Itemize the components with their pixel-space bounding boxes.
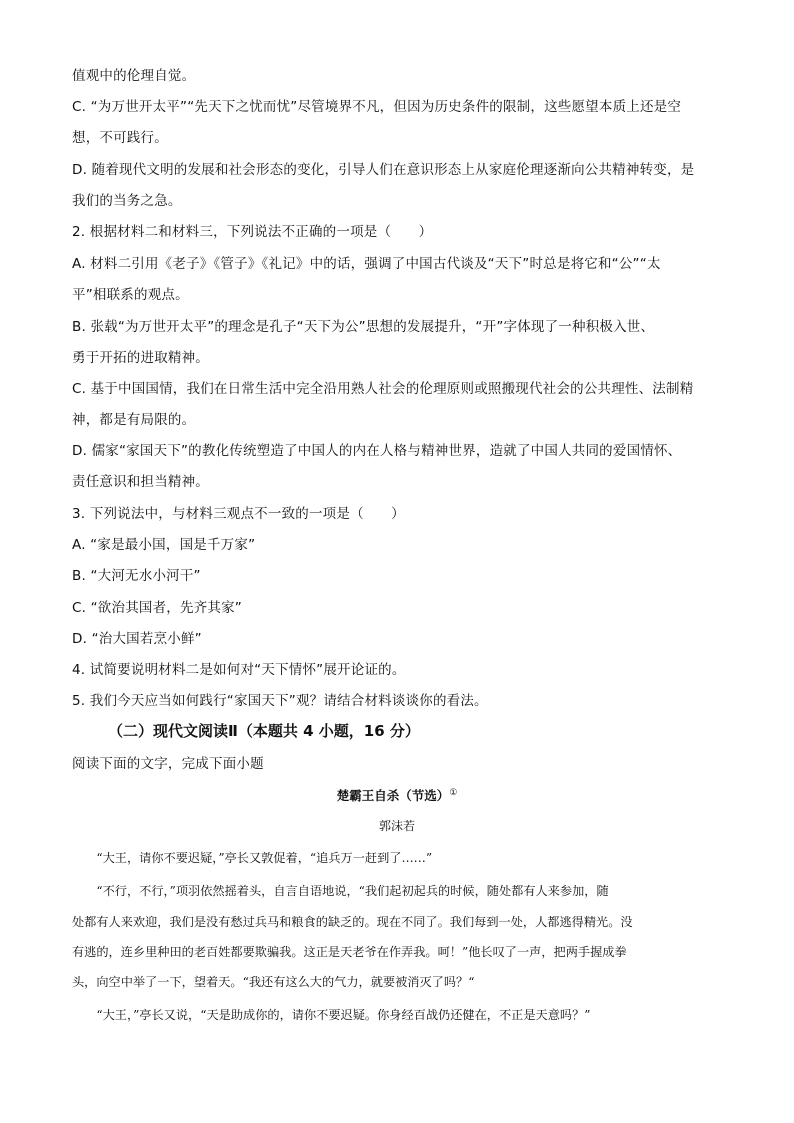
option-b-line: B. 张载“为万世开太平”的理念是孔子“天下为公”思想的发展提升，“开”字体现了一种积极入世、: [72, 319, 655, 335]
passage-title-text: 楚霸王自杀（节选）: [336, 788, 450, 803]
passage-line: “大王，”亭长又说，“天是助成你的，请你不要迟疑。你身经百战仍还健在，不正是天意吗？”: [72, 1008, 591, 1022]
option-d-line: D. 儒家“家国天下”的教化传统塑造了中国人的内在人格与精神世界，造就了中国人共同的爱国情怀、: [72, 443, 682, 459]
passage-line: 有逃的，连乡里种田的老百姓都要欺骗我。这正是天老爷在作弄我。呵！”他长叹了一声，把两手握成拳: [72, 945, 627, 959]
text-line: 平”相联系的观点。: [72, 287, 189, 303]
option-d-line: D. 随着现代文明的发展和社会形态的变化，引导人们在意识形态上从家庭伦理逐渐向公共精神转变，是: [72, 162, 695, 178]
question-4: 4. 试简要说明材料二是如何对“天下情怀”展开论证的。: [72, 662, 406, 678]
passage-line: “不行，不行，”项羽依然摇着头，自言自语地说，“我们起初起兵的时候，随处都有人来参加，随: [72, 884, 609, 898]
option-a-line: A. “家是最小国，国是千万家”: [72, 537, 256, 553]
option-a-line: A. 材料二引用《老子》《管子》《礼记》中的话，强调了中国古代谈及“天下”时总是将它和“公”“太: [72, 256, 661, 272]
section-heading: （二）现代文阅读Ⅱ（本题共 4 小题，16 分）: [108, 722, 420, 740]
question-3: 3. 下列说法中，与材料三观点不一致的一项是（ ）: [72, 506, 405, 522]
option-c-line: C. “为万世开太平”“先天下之忧而忧”尽管境界不凡，但因为历史条件的限制，这些愿望本质上还是空: [72, 99, 682, 115]
option-c-line: C. 基于中国国情，我们在日常生活中完全沿用熟人社会的伦理原则或照搬现代社会的公共理性、法制精: [72, 381, 694, 397]
text-line: 值观中的伦理自觉。: [72, 68, 196, 84]
instruction: 阅读下面的文字，完成下面小题: [72, 756, 264, 772]
passage-line: 处都有人来欢迎，我们是没有愁过兵马和粮食的缺乏的。现在不同了。我们每到一处，人都逃得精光。没: [72, 915, 633, 929]
text-line: 责任意识和担当精神。: [72, 474, 209, 490]
option-d-line: D. “治大国若烹小鲜”: [72, 631, 202, 647]
passage-line: “大王，请你不要迟疑，”亭长又敦促着，“追兵万一赶到了……”: [72, 851, 433, 865]
passage-line: 头，向空中举了一下，望着天。“我还有这么大的气力，就要被消灭了吗？“: [72, 975, 475, 989]
passage-title: [0, 786, 794, 804]
footnote-marker: ①: [449, 787, 458, 798]
question-2: 2. 根据材料二和材料三，下列说法不正确的一项是（ ）: [72, 224, 433, 240]
question-5: 5. 我们今天应当如何践行“家国天下”观？请结合材料谈谈你的看法。: [72, 693, 488, 709]
text-line: 神，都是有局限的。: [72, 412, 196, 428]
option-b-line: B. “大河无水小河干”: [72, 568, 201, 584]
option-c-line: C. “欲治其国者，先齐其家”: [72, 600, 242, 616]
text-line: 想，不可践行。: [72, 130, 168, 146]
text-line: 我们的当务之急。: [72, 193, 182, 209]
text-line: 勇于开拓的进取精神。: [72, 350, 209, 366]
passage-author: 郭沫若: [378, 819, 415, 833]
